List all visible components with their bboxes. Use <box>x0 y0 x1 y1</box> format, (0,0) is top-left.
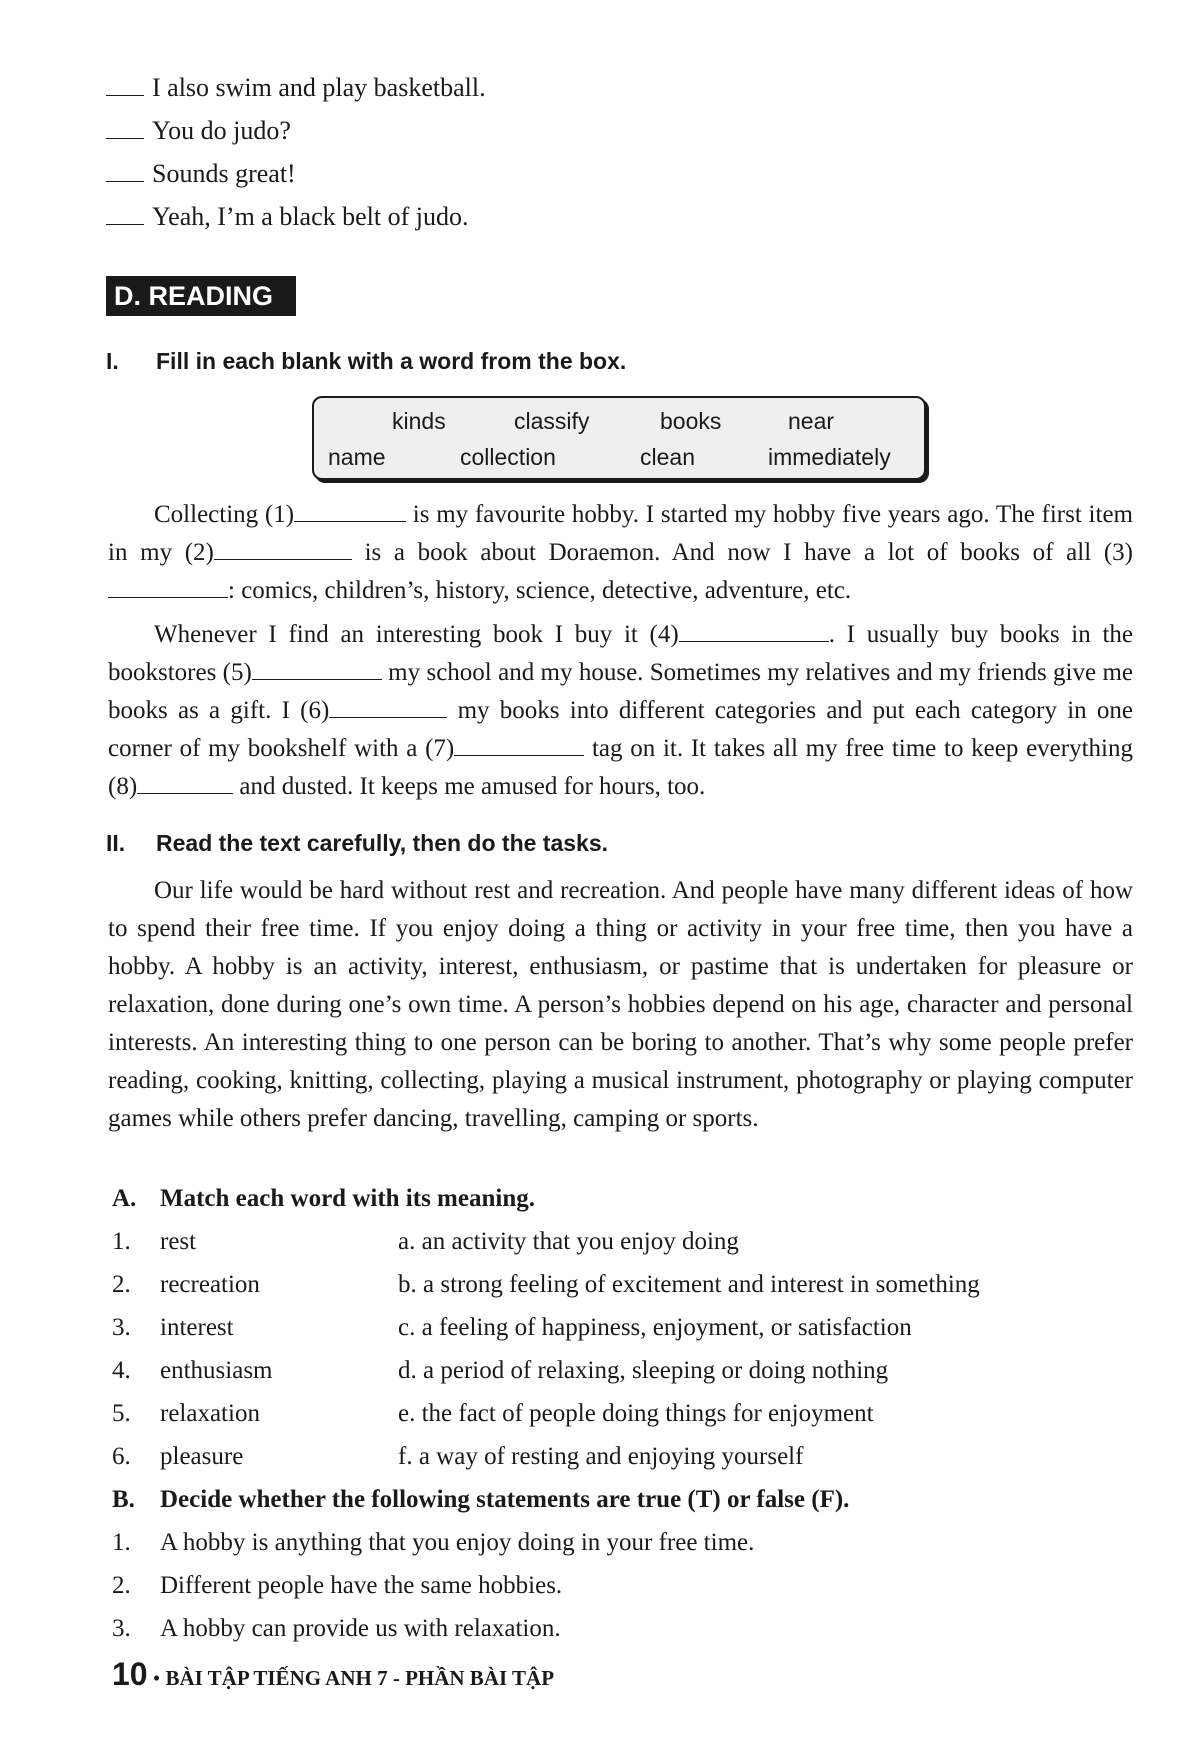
gap-1[interactable] <box>294 499 406 522</box>
page-footer <box>112 1656 554 1693</box>
exercise-number: II. <box>106 830 126 856</box>
answer-blank[interactable] <box>106 118 144 139</box>
box-word: books <box>660 408 722 434</box>
answer-blank[interactable] <box>106 75 144 96</box>
book-title: BÀI TẬP TIẾNG ANH 7 - PHẦN BÀI TẬP <box>165 1666 555 1690</box>
instruction-text: Read the text carefully, then do the tasks. <box>156 830 609 856</box>
box-word: clean <box>640 444 695 470</box>
gap-fill-text <box>108 496 1133 806</box>
word-box <box>312 396 926 480</box>
task-b-heading: B. Decide whether the following statements are true (T) or false (F). <box>112 1486 850 1513</box>
task-a-heading: A. Match each word with its meaning. <box>112 1185 535 1212</box>
dialogue-line: You do judo? <box>106 115 291 147</box>
box-word: immediately <box>768 444 891 470</box>
statement-item: 2. Different people have the same hobbies. <box>112 1572 563 1599</box>
exercise-1-instruction <box>106 348 626 375</box>
box-word: classify <box>514 408 590 434</box>
gap-3[interactable] <box>108 575 228 598</box>
bullet: • <box>152 1666 161 1690</box>
gap-fill-paragraph: Collecting (1) is my favourite hobby. I started my hobby five years ago. The first item in my (2) is a book about Doraemon. And now I have a lot of books of all (3): comics, children’s, history, science, detective, adventure, etc. <box>108 501 1133 604</box>
gap-4[interactable] <box>679 619 829 642</box>
dialogue-line: Yeah, I’m a black belt of judo. <box>106 201 469 233</box>
gap-6[interactable] <box>329 695 447 718</box>
dialogue-line: Sounds great! <box>106 158 296 190</box>
box-word: near <box>788 408 835 434</box>
answer-blank[interactable] <box>106 161 144 182</box>
box-word: collection <box>460 444 556 470</box>
answer-blank[interactable] <box>106 204 144 225</box>
statement-item: 3. A hobby can provide us with relaxation. <box>112 1615 561 1642</box>
gap-fill-paragraph: Whenever I find an interesting book I buy it (4) . I usually buy books in the bookstores (5) my school and my house. Sometimes my relatives and my friends give me books as a gift. I (6) my books into different categories and put each category in one corner of my bookshelf with a (7) tag on it. It takes all my free time to keep everything (8) and dusted. It keeps me amused for hours, too. <box>108 621 1134 800</box>
box-word: kinds <box>392 408 446 434</box>
statement-item: 1. A hobby is anything that you enjoy doing in your free time. <box>112 1529 755 1556</box>
box-word: name <box>328 444 386 470</box>
instruction-text: Fill in each blank with a word from the box. <box>156 348 627 374</box>
exercise-number: I. <box>106 348 119 374</box>
passage-text: Our life would be hard without rest and recreation. And people have many different ideas of how to spend their free time. If you enjoy doing a thing or activity in your free time, then you have a hobby. A hobby is an activity, interest, enthusiasm, or pastime that is undertaken for pleasure or relaxation, done during one’s own time. A person’s hobbies depend on his age, character and personal interests. An interesting thing to one person can be boring to another. That’s why some people prefer reading, cooking, knitting, collecting, playing a musical instrument, photography or playing computer games while others prefer dancing, travelling, camping or sports. <box>108 877 1133 1132</box>
reading-passage <box>108 872 1133 1138</box>
gap-5[interactable] <box>252 657 382 680</box>
gap-2[interactable] <box>214 537 352 560</box>
gap-8[interactable] <box>137 771 233 794</box>
gap-7[interactable] <box>454 733 584 756</box>
exercise-2-instruction <box>106 830 608 857</box>
dialogue-line: I also swim and play basketball. <box>106 72 486 104</box>
workbook-page: I also swim and play basketball. You do judo? Sounds great! Yeah, I’m a black belt of judo. D. READING I. Fill in each blank with a word from the box. kinds classify books near name collection clean immediately Collecting (1) is my favourite hobby. I started my hobby five years ago. The first item in my (2) is a book about Doraemon. And now I have a lot of books of all (3): comics, children’s, history, science, detective, adventure, etc. Whenever I find an interesting book I buy it (4) . I usually buy books in the bookstores (5) my school and my house. Sometimes my relatives and my friends give me books as a gift. I (6) my books into different categories and put each category in one corner of my bookshelf with a (7) tag on it. It takes all my free time to keep everything (8) and dusted. It keeps me amused for hours, too. II. Read the text carefully, then do the tasks. Our life would be hard without rest and recreation. And people have many different ideas of how to spend their free time. If you enjoy doing a thing or activity in your free time, then you have a hobby. A hobby is an activity, interest, enthusiasm, or pastime that is undertaken for pleasure or relaxation, done during one’s own time. A person’s hobbies depend on his age, character and personal interests. An interesting thing to one person can be boring to another. That’s why some people prefer reading, cooking, knitting, collecting, playing a musical instrument, photography or playing computer games while others prefer dancing, travelling, camping or sports. A. Match each word with its meaning. 1. rest a. an activity that you enjoy doing 2. recreation b. a strong feeling of excitement and interest in something 3. interest c. a feeling of happiness, enjoyment, or satisfaction 4. enthusiasm d. a period of relaxing, sleeping or doing nothing 5. relaxation e. the fact of people doing things for enjoyment 6. pleasure f. a way of resting and enjoying yourself B. Decide whether the following statements are true (T) or false (F). 1. A hobby is anything that you enjoy doing in your free time. 2. Different people have the same hobbies. 3. A hobby can provide us with relaxation. 10 • BÀI TẬP TIẾNG ANH 7 - PHẦN BÀI TẬP <box>106 73 1134 1692</box>
page-number: 10 <box>112 1656 148 1692</box>
section-header: D. READING <box>106 276 296 316</box>
